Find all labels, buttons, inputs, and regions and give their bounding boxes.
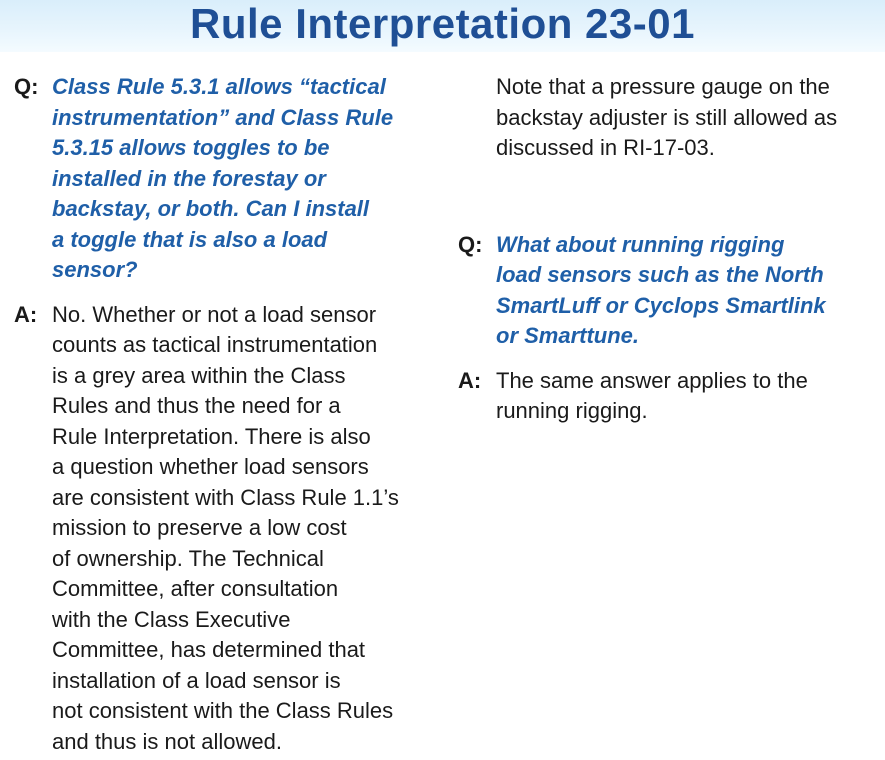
question-line: sensor? xyxy=(52,257,138,282)
question-line: backstay, or both. Can I install xyxy=(52,196,370,221)
question-2-text xyxy=(496,230,826,352)
question-2 xyxy=(458,230,878,352)
answer-line: Committee, after consultation xyxy=(52,576,339,601)
title-banner xyxy=(0,0,885,52)
answer-2-text xyxy=(496,366,808,427)
question-line: Class Rule 5.3.1 allows “tactical xyxy=(52,74,386,99)
note-line: discussed in RI-17-03. xyxy=(496,135,715,160)
answer-1 xyxy=(14,300,444,758)
question-marker: Q: xyxy=(14,74,39,99)
answer-line: Committee, has determined that xyxy=(52,637,366,662)
answer-1-continuation xyxy=(458,72,878,164)
answer-line: Rules and thus the need for a xyxy=(52,393,341,418)
left-column xyxy=(14,72,444,757)
answer-line: of ownership. The Technical xyxy=(52,545,324,571)
right-column xyxy=(458,72,878,427)
answer-line: are consistent with Class Rule 1.1’s xyxy=(52,484,399,510)
answer-marker: A: xyxy=(14,301,38,327)
question-line: or Smarttune. xyxy=(496,323,640,348)
question-1 xyxy=(14,72,444,286)
answer-line: counts as tactical instrumentation xyxy=(52,332,378,357)
question-line: 5.3.15 allows toggles to be xyxy=(52,135,330,160)
answer-1-text xyxy=(52,300,399,758)
answer-line: a question whether load sensors xyxy=(52,454,369,479)
question-marker: Q: xyxy=(458,231,483,257)
note-line: backstay adjuster is still allowed as xyxy=(496,104,838,130)
answer-marker: A: xyxy=(458,367,482,393)
answer-line: and thus is not allowed. xyxy=(52,728,282,754)
answer-line: Rule Interpretation. There is also xyxy=(52,423,371,449)
answer-line: is a grey area within the Class xyxy=(52,362,346,388)
answer-line: No. Whether or not a load sensor xyxy=(52,301,377,327)
question-line: a toggle that is also a load xyxy=(52,226,328,252)
question-line: SmartLuff or Cyclops Smartlink xyxy=(496,292,826,318)
answer-line: installation of a load sensor is xyxy=(52,667,341,693)
answer-line: The same answer applies to the xyxy=(496,367,808,393)
answer-line: mission to preserve a low cost xyxy=(52,515,347,540)
answer-2 xyxy=(458,366,878,427)
note-line: Note that a pressure gauge on the xyxy=(496,74,830,99)
question-line: instrumentation” and Class Rule xyxy=(52,104,394,130)
question-line: What about running rigging xyxy=(496,231,785,257)
question-line: installed in the forestay or xyxy=(52,165,326,191)
page-title: Rule Interpretation 23-01 xyxy=(190,0,695,47)
question-line: load sensors such as the North xyxy=(496,262,824,287)
question-1-text xyxy=(52,72,393,286)
answer-line: not consistent with the Class Rules xyxy=(52,698,394,723)
answer-line: running rigging. xyxy=(496,398,648,423)
answer-line: with the Class Executive xyxy=(52,606,291,632)
